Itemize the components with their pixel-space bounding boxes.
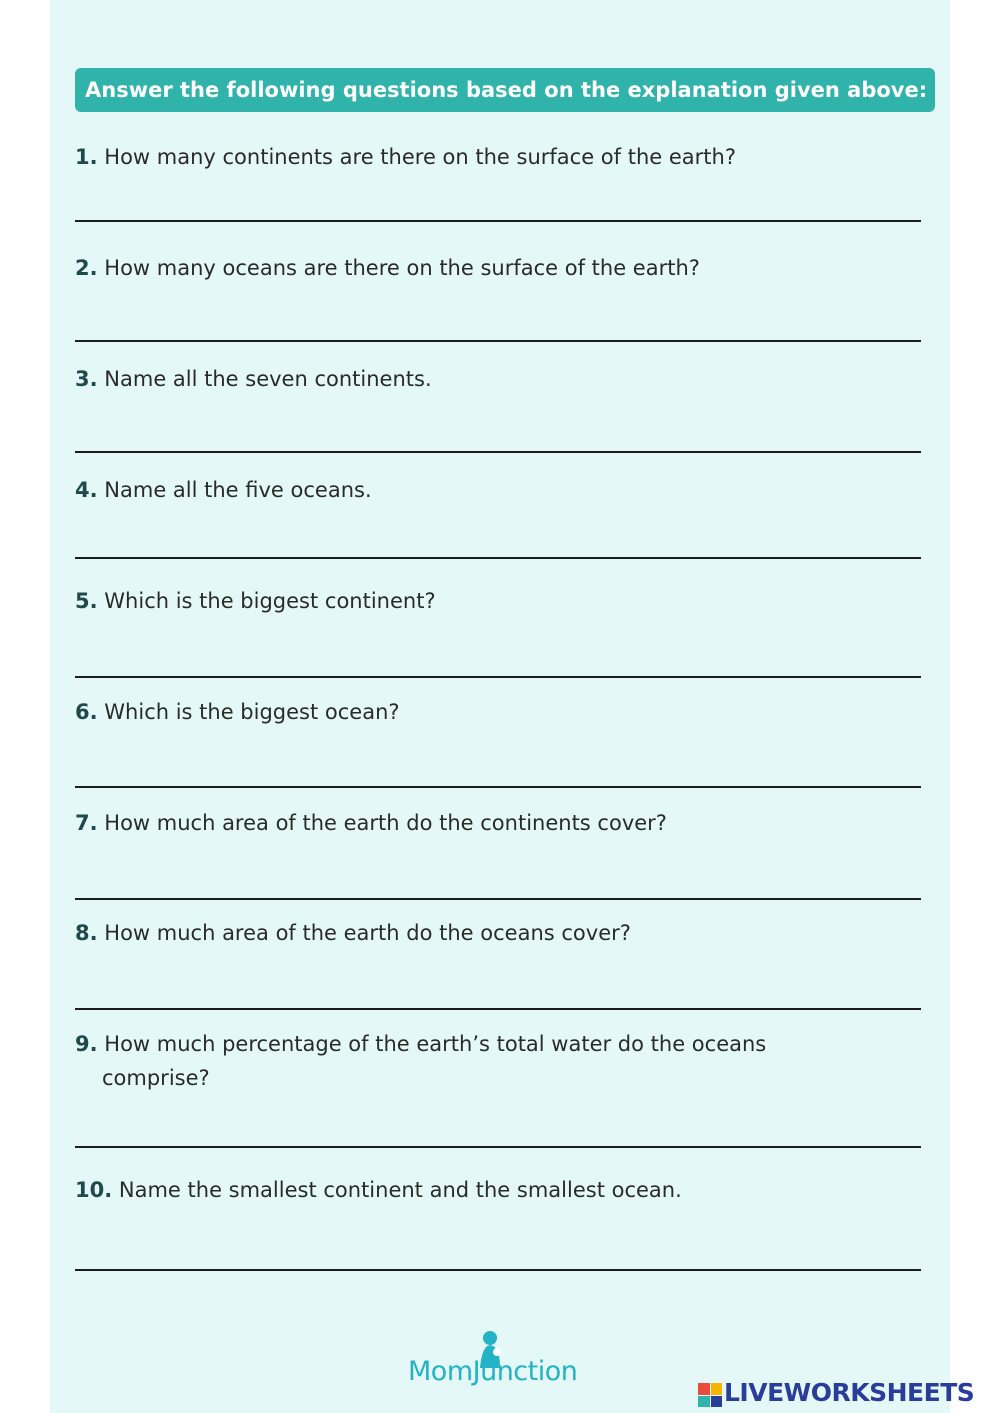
answer-line-5[interactable] xyxy=(75,676,921,678)
question-number: 6. xyxy=(75,700,98,724)
question-text: Which is the biggest ocean? xyxy=(104,700,400,724)
question-number: 2. xyxy=(75,256,98,280)
question-1 xyxy=(75,140,875,174)
question-6 xyxy=(75,695,875,729)
liveworksheets-watermark xyxy=(698,1378,998,1408)
question-text: How much area of the earth do the oceans cover? xyxy=(104,921,631,945)
question-text: How many oceans are there on the surface of the earth? xyxy=(104,256,700,280)
question-text: How much percentage of the earth’s total water do the oceans xyxy=(104,1032,767,1056)
question-text: Name all the five oceans. xyxy=(104,478,372,502)
question-number: 3. xyxy=(75,367,98,391)
question-number: 9. xyxy=(75,1032,98,1056)
question-text: How much area of the earth do the continents cover? xyxy=(104,811,667,835)
question-3 xyxy=(75,362,875,396)
question-text-continued: comprise? xyxy=(102,1066,210,1090)
question-10 xyxy=(75,1173,875,1207)
answer-line-3[interactable] xyxy=(75,451,921,453)
question-2 xyxy=(75,251,875,285)
question-number: 4. xyxy=(75,478,98,502)
question-number: 5. xyxy=(75,589,98,613)
question-9 xyxy=(75,1027,935,1095)
question-number: 1. xyxy=(75,145,98,169)
question-text: Which is the biggest continent? xyxy=(104,589,436,613)
answer-line-8[interactable] xyxy=(75,1008,921,1010)
question-4 xyxy=(75,473,875,507)
question-5 xyxy=(75,584,875,618)
answer-line-10[interactable] xyxy=(75,1269,921,1271)
answer-line-4[interactable] xyxy=(75,557,921,559)
question-8 xyxy=(75,916,875,950)
answer-line-9[interactable] xyxy=(75,1146,921,1148)
answer-line-7[interactable] xyxy=(75,898,921,900)
logo-text: MomJunction xyxy=(408,1356,578,1387)
question-7 xyxy=(75,806,875,840)
answer-line-2[interactable] xyxy=(75,340,921,342)
question-text: How many continents are there on the surface of the earth? xyxy=(104,145,736,169)
answer-line-1[interactable] xyxy=(75,220,921,222)
question-number: 7. xyxy=(75,811,98,835)
liveworksheets-icon xyxy=(698,1383,722,1407)
question-text: Name the smallest continent and the smallest ocean. xyxy=(118,1178,682,1202)
question-number: 10. xyxy=(75,1178,113,1202)
instructions-banner: Answer the following questions based on the explanation given above: xyxy=(75,68,935,112)
momjunction-logo xyxy=(408,1328,608,1392)
answer-line-6[interactable] xyxy=(75,786,921,788)
question-text: Name all the seven continents. xyxy=(104,367,432,391)
watermark-text: LIVEWORKSHEETS xyxy=(724,1378,975,1407)
question-number: 8. xyxy=(75,921,98,945)
